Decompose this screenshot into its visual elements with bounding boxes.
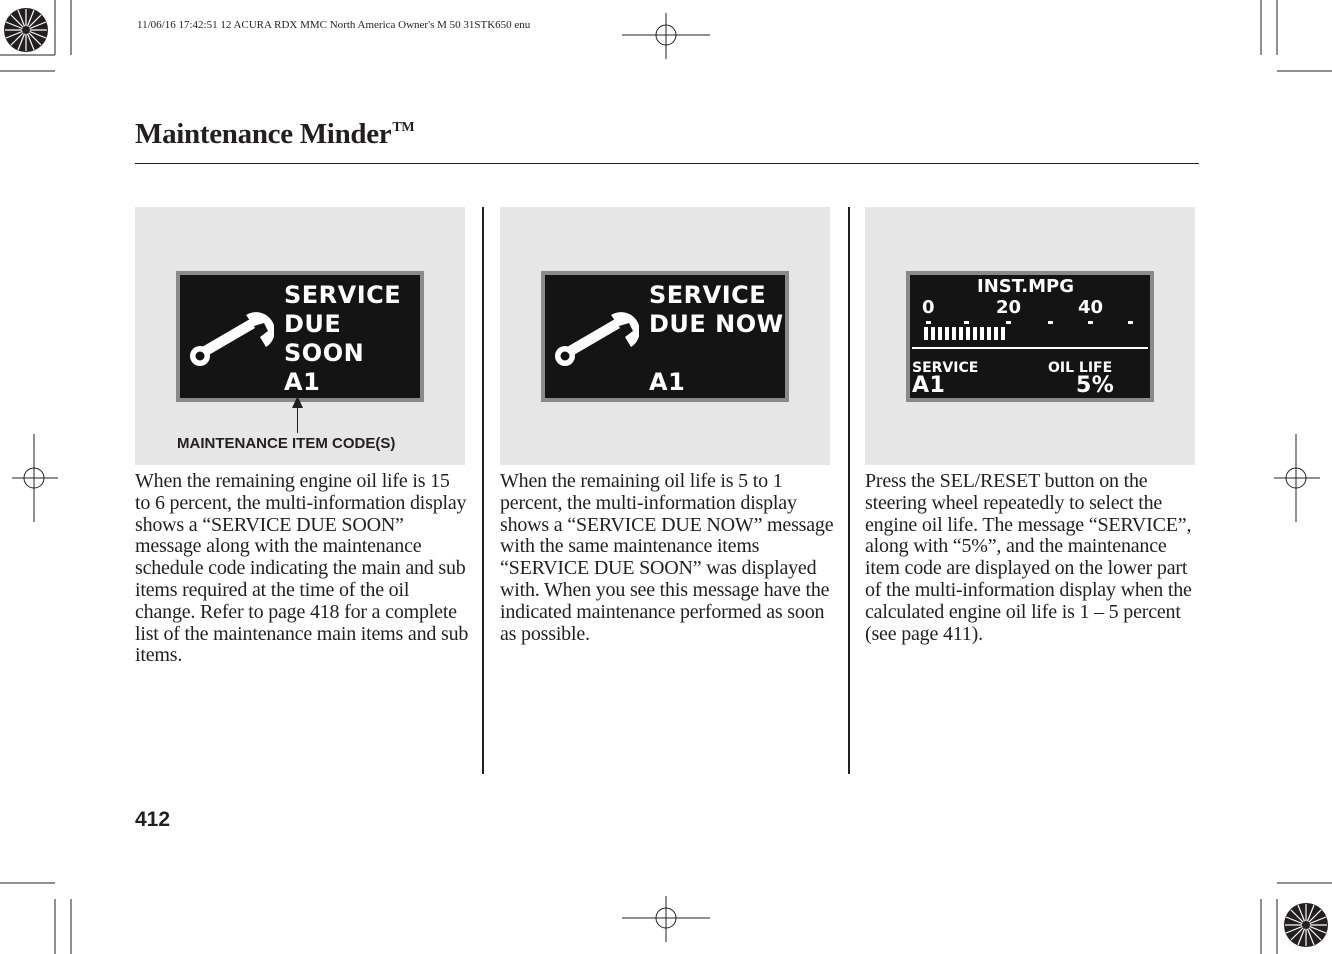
scale-label-40: 40: [1078, 297, 1104, 318]
paragraph: When the remaining engine oil life is 15 to 6 percent, the multi-information display shows a “SERVICE DUE SOON” message along with the maintenance schedule code indicating the main and sub items required at the time of the oil change. Refer to page 418 for a complete list of the maintenance main items and sub items.: [135, 470, 469, 667]
trademark-mark: TM: [392, 120, 415, 135]
display-code: A1: [284, 368, 321, 396]
info-display: [541, 271, 789, 402]
column-text-3: [865, 471, 1199, 645]
wrench-icon: [188, 299, 274, 371]
registration-target-icon: [622, 896, 710, 942]
figure-panel-service-due-now: [500, 207, 830, 465]
display-line-2: DUE: [284, 310, 342, 338]
display-line-2: DUE NOW: [649, 310, 784, 338]
page-title: [135, 118, 414, 151]
scale-label-0: 0: [922, 297, 935, 318]
paragraph: When the remaining oil life is 5 to 1 percent, the multi-information display shows a “SERVICE DUE NOW” message with the same maintenance items “SERVICE DUE SOON” was displayed with. When you see this message have the indicated maintenance performed as soon as possible.: [500, 470, 834, 645]
starburst-mark-icon: [1283, 902, 1329, 948]
title-rule: [135, 163, 1199, 164]
figure-panel-oil-life: [865, 207, 1195, 465]
registration-target-icon: [1274, 434, 1320, 522]
wrench-icon: [553, 299, 639, 371]
display-code: A1: [649, 368, 686, 396]
info-display: [176, 271, 424, 402]
display-line-1: SERVICE: [284, 281, 402, 309]
display-code: A1: [912, 373, 946, 398]
info-display: [906, 271, 1154, 402]
registration-target-icon: [12, 434, 58, 522]
service-label: SERVICE: [912, 360, 979, 376]
registration-target-icon: [622, 13, 710, 59]
starburst-mark-icon: [3, 7, 49, 53]
display-line-3: SOON: [284, 339, 365, 367]
print-stamp: 11/06/16 17:42:51 12 ACURA RDX MMC North America Owner's M 50 31STK650 enu: [137, 19, 531, 31]
callout-leader-line: [297, 406, 298, 433]
column-text-2: [500, 471, 836, 645]
callout-label: MAINTENANCE ITEM CODE(S): [177, 435, 396, 452]
paragraph: Press the SEL/RESET button on the steering wheel repeatedly to select the engine oil life. The message “SERVICE”, along with “5%”, and the maintenance item code are displayed on the lower part of the multi-information display when the calculated engine oil life is 1 – 5 percent (see page 411).: [865, 470, 1192, 645]
oil-life-value: 5%: [1076, 373, 1115, 398]
column-divider: [848, 207, 850, 774]
mpg-bar-graph: [922, 317, 1142, 345]
figure-panel-service-due-soon: [135, 207, 465, 465]
inst-mpg-label: INST.MPG: [977, 276, 1074, 297]
oil-life-label: OIL LIFE: [1048, 360, 1113, 376]
column-divider: [482, 207, 484, 774]
scale-label-20: 20: [996, 297, 1022, 318]
callout-arrow-icon: [292, 396, 303, 408]
page-number: 412: [135, 808, 171, 831]
column-text-1: [135, 471, 469, 667]
display-line-1: SERVICE: [649, 281, 767, 309]
display-separator: [912, 347, 1148, 349]
page-title-text: Maintenance Minder: [135, 118, 392, 150]
